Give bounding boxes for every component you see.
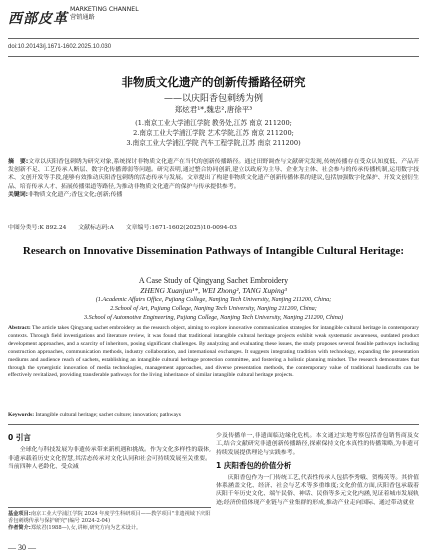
- doi: doi:10.20143/j.1671-1602.2025.10.030: [8, 44, 112, 50]
- footnote-fund-label: 基金项目:: [8, 511, 31, 517]
- page-number: — 30 —: [8, 543, 36, 552]
- section-0-heading: 0 引言: [8, 433, 31, 442]
- footnote-author: [8, 525, 211, 532]
- column-label-en: MARKETING CHANNEL: [70, 6, 139, 13]
- abstract-cn-text: 文章以庆阳香包刺绣为研究对象,系统探讨非物质文化遗产在当代的创新传播路径。通过田野调查与文献研究发现,传统传播存在受众认知度低、产品开发创新不足、工艺传承人断层、数字化传播薄弱等问题。研究表明,通过整合协同创新,建立以政府为主导、企业为主体、社会参与的传承传播机制,运用数字技术、文创开发等手段,能够有效推动庆阳香包刺绣的活态传承与发展。文章提出了构建非物质文化遗产创新传播体系的建议,包括加强数字化保护、开发文创衍生品、培育传承人才、拓展传播渠道等路径,为推动非物质文化遗产的保护与传承提供参考。: [8, 159, 419, 190]
- footnote-fund-text: 南京工业大学浦江学院 2024 年度学生科研项目——教学项目"非遗视域下庆阳香包刺绣传承与保护研究"(编号 2024-2-04): [8, 511, 211, 525]
- affiliation-cn-3: 3.南京工业大学浦江学院 汽车工程学院,江苏 南京 211200): [126, 139, 301, 147]
- section-1-paragraph: 庆阳香包作为一门传统工艺,代表性传承人包括李秀娥、贺梅英等。其价值体系涵盖文化、经济、社会与艺术等多重维度;文化价值方面,庆阳香包承载着庆阳千年历史文化、端午民俗、神话、民俗等多元文化内涵,见证着城市发展轨迹;经济价值体现产业链与产业集群的形成,推动产业走向国际、通过带动就业: [216, 474, 419, 506]
- clc-number: 中图分类号:K 892.24: [8, 225, 67, 231]
- keywords-en-text: Intangible cultural heritage; sachet culture; innovation; pathways: [35, 412, 181, 418]
- affiliation-cn-2: 2.南京工业大学浦江学院 艺术学院,江苏 南京 211200;: [133, 129, 294, 137]
- body-column-right: [216, 432, 419, 507]
- subtitle-cn: ——以庆阳香包刺绣为例: [163, 94, 263, 104]
- keywords-cn-label: 关键词:: [8, 191, 29, 198]
- header-rule-2: [8, 56, 419, 57]
- title-cn: 非物质文化遗产的创新传播路径研究: [121, 75, 306, 89]
- column-label: [70, 6, 139, 22]
- affiliation-en-1: (1.Academic Affairs Office, Pujiang College, Nanjing Tech University, Nanjing 211200, China;: [95, 296, 332, 303]
- document-code: 文献标志码:A: [78, 225, 114, 231]
- title-en: Research on Innovative Dissemination Pathways of Intangible Cultural Heritage:: [22, 245, 405, 257]
- article-number: 文章编号:1671-1602(2025)10-0094-03: [125, 225, 237, 231]
- footnote-author-label: 作者简介:: [8, 525, 31, 532]
- keywords-cn-text: 非物质文化遗产;香包文化;创新;传播: [28, 191, 123, 198]
- section-0-paragraph: 全球化与科技发展为非遗传承带来新机遇和挑战。作为文化多样性的载体,非遗承载着历史文化智慧,其活态传承对文化认同和社会可持续发展至关重要。当前四种人老龄化、受众减: [8, 447, 211, 471]
- abstract-cn-label: 摘 要:: [8, 159, 29, 165]
- authors-en: ZHENG Xuanjun¹*, WEI Zhong², TANG Xuping³: [140, 286, 287, 295]
- abstract-en-label: Abstract:: [8, 325, 31, 331]
- section-1-heading: 1 庆阳香包的价值分析: [216, 461, 292, 471]
- footnote: [8, 511, 211, 533]
- authors-cn: 郑炫君¹*,魏忠²,唐徐平³: [174, 105, 253, 114]
- intro-continuation: 少及传播单一,非遗面临边缘化危机。本文通过实地考察包括香包销售商及女工,结合文献研究非遗创新传播路径,探索保持文化本真性的传播策略,为非遗可持续发展提供理论与实践参考。: [216, 433, 419, 456]
- column-label-cn: 营销通路: [70, 14, 95, 21]
- affiliation-en-3: 3.School of Automotive Engineering, Pujiang College, Nanjing Tech University, Nanjing 211200, China): [83, 314, 344, 321]
- footnote-rule: [8, 507, 211, 508]
- footnote-fund: [8, 511, 211, 525]
- affiliation-en-2: 2.School of Art, Pujiang College, Nanjing Tech University, Nanjing 211200, China;: [110, 305, 317, 312]
- keywords-en-label: Keywords:: [8, 412, 35, 418]
- classification-line: [8, 222, 247, 231]
- abstract-cn: [8, 158, 419, 199]
- body-column-left: [8, 434, 211, 472]
- abstract-divider: [8, 424, 419, 425]
- keywords-en: [8, 412, 181, 418]
- journal-logo: 西部皮革: [8, 11, 68, 27]
- affiliation-cn-1: (1.南京工业大学浦江学院 教务处,江苏 南京 211200;: [135, 119, 292, 127]
- footnote-author-text: 郑炫君(1988—),女,讲师,研究方向为艺术设计。: [30, 525, 142, 532]
- abstract-en-text: The article takes Qingyang sachet embroidery as the research object, aiming to explore innovative communication strategies for intangible cultural heritage in contemporary contexts. Through field investigations and literature review, it was found that traditional intangible cultural heritage projects exhibit weak systematic awareness, outdated product development approaches, and a scarcity of inheritors, posing significant challenges. By analyzing and evaluating these issues, the study proposes several feasible pathways including construction approaches, communication methods, industry collaboration, and international exchanges. It suggests integrating tradition with technology, expanding the presentation mediums and audience reach of sachets, establishing an intangible cultural heritage protection committee, and fostering a holistic planning mindset. The research demonstrates that through the synergistic innovation of media technologies, management approaches, and diverse presentation methods, the contemporary value of traditional handicrafts can be effectively revitalized, providing transferable pathways for the living inheritance of similar intangible cultural heritage projects.: [8, 325, 419, 379]
- abstract-en: [8, 325, 419, 380]
- header-rule: [8, 38, 419, 39]
- subtitle-en: A Case Study of Qingyang Sachet Embroidery: [138, 276, 289, 285]
